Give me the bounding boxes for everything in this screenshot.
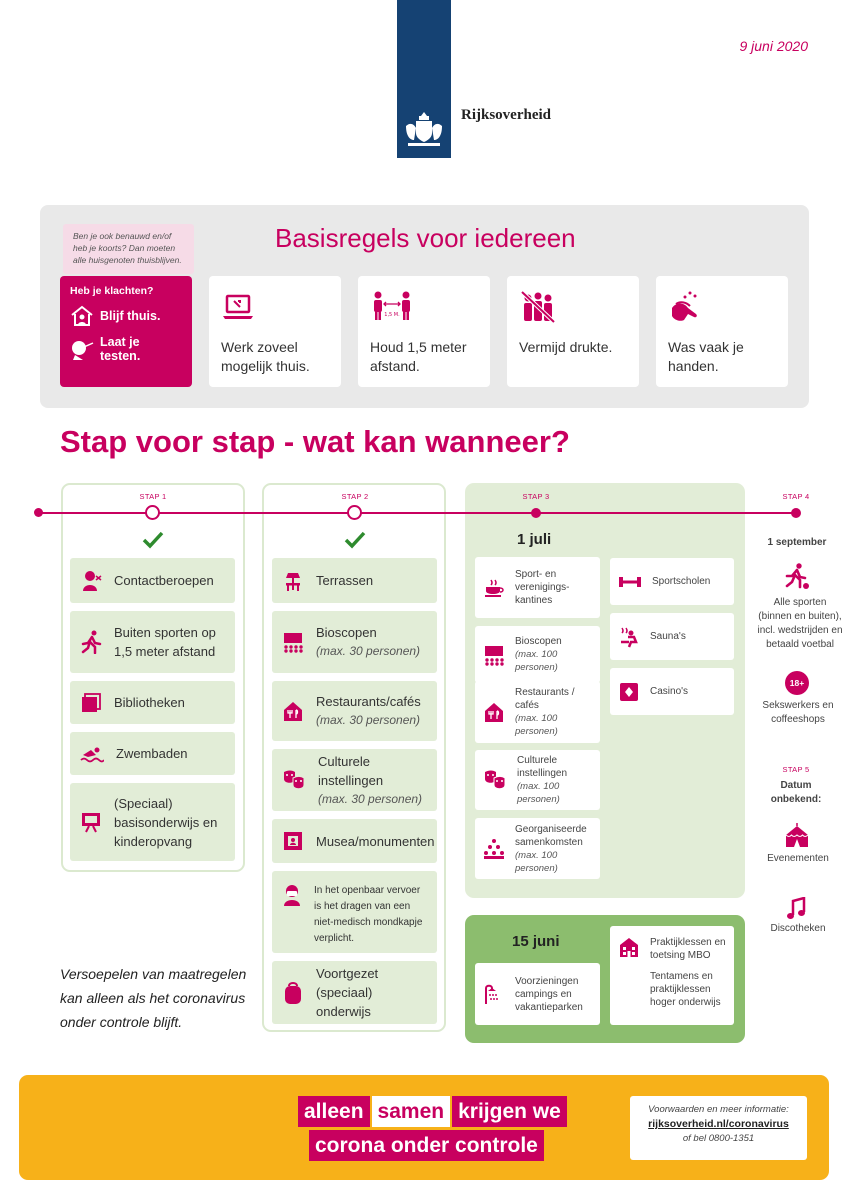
test-swab-icon (70, 338, 94, 360)
stap1-label: STAP 1 (139, 492, 167, 501)
item-text: Casino's (650, 686, 689, 697)
stap2-item-mondkapje (272, 871, 437, 953)
stap2-item-culturele (272, 749, 437, 811)
stay-home-text: Blijf thuis. (100, 309, 161, 323)
age-18-badge-icon: 18+ (785, 671, 809, 695)
item-text: Buiten sporten op 1,5 meter afstand (114, 625, 216, 659)
distance-tag: 1,5 M. (384, 312, 400, 318)
item-text: Voorzieningen campings en vakantieparken (515, 975, 583, 1013)
stap5-item-evenementen: Evenementen (767, 853, 829, 864)
stap2-item-voortgezet (272, 961, 437, 1024)
slogan-word-alleen: alleen (298, 1096, 370, 1127)
stap4-marker (791, 508, 801, 518)
item-sub: (max. 30 personen) (318, 791, 423, 806)
stap5-label: STAP 5 (782, 765, 810, 774)
stap5-date: Datum onbekend: (770, 780, 822, 805)
face-mask-icon (282, 883, 302, 907)
restaurant-icon (483, 701, 505, 723)
item-sub: (max. 100 personen) (517, 781, 560, 805)
item-sub: (max. 100 personen) (515, 713, 558, 737)
item-sub: (max. 100 personen) (515, 649, 558, 673)
stap1-marker (145, 505, 160, 520)
item-text: Culturele instellingen (318, 753, 384, 788)
info-link[interactable]: rijksoverheid.nl/coronavirus (648, 1118, 789, 1130)
item-text: Georganiseerde samenkomsten (515, 823, 587, 848)
item-sub: (max. 30 personen) (316, 713, 421, 727)
no-crowd-icon (519, 290, 557, 324)
stap1-item-contactberoepen (70, 558, 235, 603)
stap3-item-saunas (610, 613, 734, 660)
item-text: Bibliotheken (114, 695, 185, 710)
stap3-item-casinos (610, 668, 734, 715)
info-box (630, 1096, 807, 1160)
rule-avoid-crowds-text: Vermijd drukte. (519, 339, 613, 355)
item-text: Culturele instellingen (517, 755, 568, 779)
blackboard-icon (80, 811, 102, 833)
publication-date: 9 juni 2020 (739, 38, 808, 54)
item-text: Sauna's (650, 631, 686, 642)
runner-icon (80, 630, 102, 654)
brand-name: Rijksoverheid (461, 107, 551, 123)
terrace-icon (282, 570, 304, 592)
cinema-icon (282, 631, 304, 653)
item-text: (Speciaal) basisonderwijs en kinderopvang (114, 795, 218, 849)
get-tested-text: Laat je testen. (100, 335, 141, 363)
stap1-check-icon (141, 528, 165, 552)
stap2-item-restaurants (272, 681, 437, 741)
complaints-title: Heb je klachten? (70, 285, 154, 297)
item-sub: (max. 100 personen) (515, 849, 558, 874)
household-note: Ben je ook benauwd en/of heb je koorts? Dan moeten alle huisgenoten thuisblijven. (63, 224, 194, 274)
backpack-icon (282, 981, 304, 1005)
football-player-icon (784, 563, 810, 589)
stap1-item-buiten-sporten (70, 611, 235, 673)
stap4-item-sekswerkers: Sekswerkers en coffeeshops (762, 700, 834, 725)
stap2-label: STAP 2 (341, 492, 369, 501)
info-phone: of bel 0800-1351 (682, 1133, 755, 1144)
item-text: Sport- en verenigings-kantines (515, 569, 570, 606)
item-text: Terrassen (316, 573, 374, 588)
hairdresser-icon (80, 570, 102, 592)
stap2-check-icon (343, 528, 367, 552)
rule-wash-hands (656, 276, 788, 387)
sauna-icon (618, 626, 640, 648)
slogan (298, 1096, 598, 1161)
item-text-2: Tentamens en praktijklessen hoger onderwijs (650, 971, 721, 1008)
stap1-item-bibliotheken (70, 681, 235, 724)
books-icon (80, 692, 102, 714)
rule-distance-text: Houd 1,5 meter afstand. (370, 339, 467, 374)
coffee-cup-icon (483, 578, 505, 598)
stap4-date: 1 september (767, 537, 827, 548)
stap4-label: STAP 4 (782, 492, 810, 501)
slogan-line-2: corona onder controle (309, 1130, 544, 1161)
item-text: Zwembaden (116, 746, 188, 761)
stap3-label: STAP 3 (522, 492, 550, 501)
stap3-item-bioscopen (475, 626, 600, 683)
basisregels-title: Basisregels voor iedereen (275, 223, 576, 253)
rule-avoid-crowds (507, 276, 639, 387)
item-text: Bioscopen (316, 625, 377, 640)
rule-distance (358, 276, 490, 387)
crest-icon (402, 106, 446, 150)
item-text: Voortgezet (speciaal) onderwijs (316, 966, 379, 1019)
dumbbell-icon (618, 575, 642, 589)
juni15-item-onderwijs (610, 926, 734, 1025)
item-text: Sportscholen (652, 576, 711, 587)
theater-masks-icon (483, 769, 507, 791)
stap3-item-kantines (475, 557, 600, 618)
stap3-item-culturele (475, 750, 600, 810)
stap3-marker (531, 508, 541, 518)
juni15-item-campings (475, 963, 600, 1025)
get-tested-row (70, 335, 182, 363)
closing-text: Versoepelen van maatregelen kan alleen als het coronavirus onder controle blijft. (60, 966, 247, 1030)
theater-masks-icon (282, 769, 306, 791)
stap4-item-sporten: Alle sporten (binnen en buiten), incl. wedstrijden en betaald voetbal (757, 597, 843, 650)
item-sub: (max. 30 personen) (316, 644, 421, 658)
wash-hands-icon (668, 290, 702, 324)
stap2-item-musea (272, 819, 437, 863)
item-text: Restaurants / cafés (515, 687, 575, 711)
restaurant-icon (282, 700, 304, 722)
timeline-start-dot (34, 508, 43, 517)
juni15-date: 15 juni (512, 933, 560, 950)
laptop-icon (221, 290, 255, 324)
section-title: Stap voor stap - wat kan wanneer? (60, 424, 570, 459)
stap2-marker (347, 505, 362, 520)
shower-icon (483, 983, 505, 1005)
swimmer-icon (80, 744, 104, 764)
complaints-card (60, 276, 192, 387)
stap1-item-zwembaden (70, 732, 235, 775)
stap1-item-basisonderwijs (70, 783, 235, 861)
item-text: Praktijklessen en toetsing MBO (650, 937, 726, 961)
playing-cards-icon (618, 681, 640, 703)
rule-wash-hands-text: Was vaak je handen. (668, 339, 744, 374)
stap3-date: 1 juli (517, 531, 552, 548)
info-title: Voorwaarden en meer informatie: (648, 1104, 789, 1115)
stap3-item-restaurants (475, 681, 600, 743)
school-icon (618, 936, 640, 958)
stap2-item-bioscopen (272, 611, 437, 673)
item-text: In het openbaar vervoer is het dragen van een niet-medisch mondkapje verplicht. (314, 885, 423, 944)
item-text: Restaurants/cafés (316, 694, 421, 709)
cinema-icon (483, 644, 505, 666)
item-text: Contactberoepen (114, 573, 214, 588)
stay-home-row (70, 305, 182, 327)
group-icon (483, 838, 505, 860)
rule-work-home-text: Werk zoveel mogelijk thuis. (221, 339, 310, 374)
music-note-icon (786, 897, 806, 921)
distance-icon (370, 290, 414, 324)
house-icon (70, 305, 94, 327)
rule-work-home (209, 276, 341, 387)
slogan-word-samen: samen (372, 1096, 451, 1127)
circus-tent-icon (784, 822, 810, 848)
museum-frame-icon (282, 830, 304, 852)
stap3-item-samenkomsten (475, 818, 600, 879)
slogan-word-krijgen-we: krijgen we (452, 1096, 567, 1127)
item-text: Musea/monumenten (316, 833, 435, 849)
stap2-item-terrassen (272, 558, 437, 603)
stap5-item-discotheken: Discotheken (770, 923, 826, 934)
item-text: Bioscopen (515, 636, 562, 647)
stap3-item-sportscholen (610, 558, 734, 605)
